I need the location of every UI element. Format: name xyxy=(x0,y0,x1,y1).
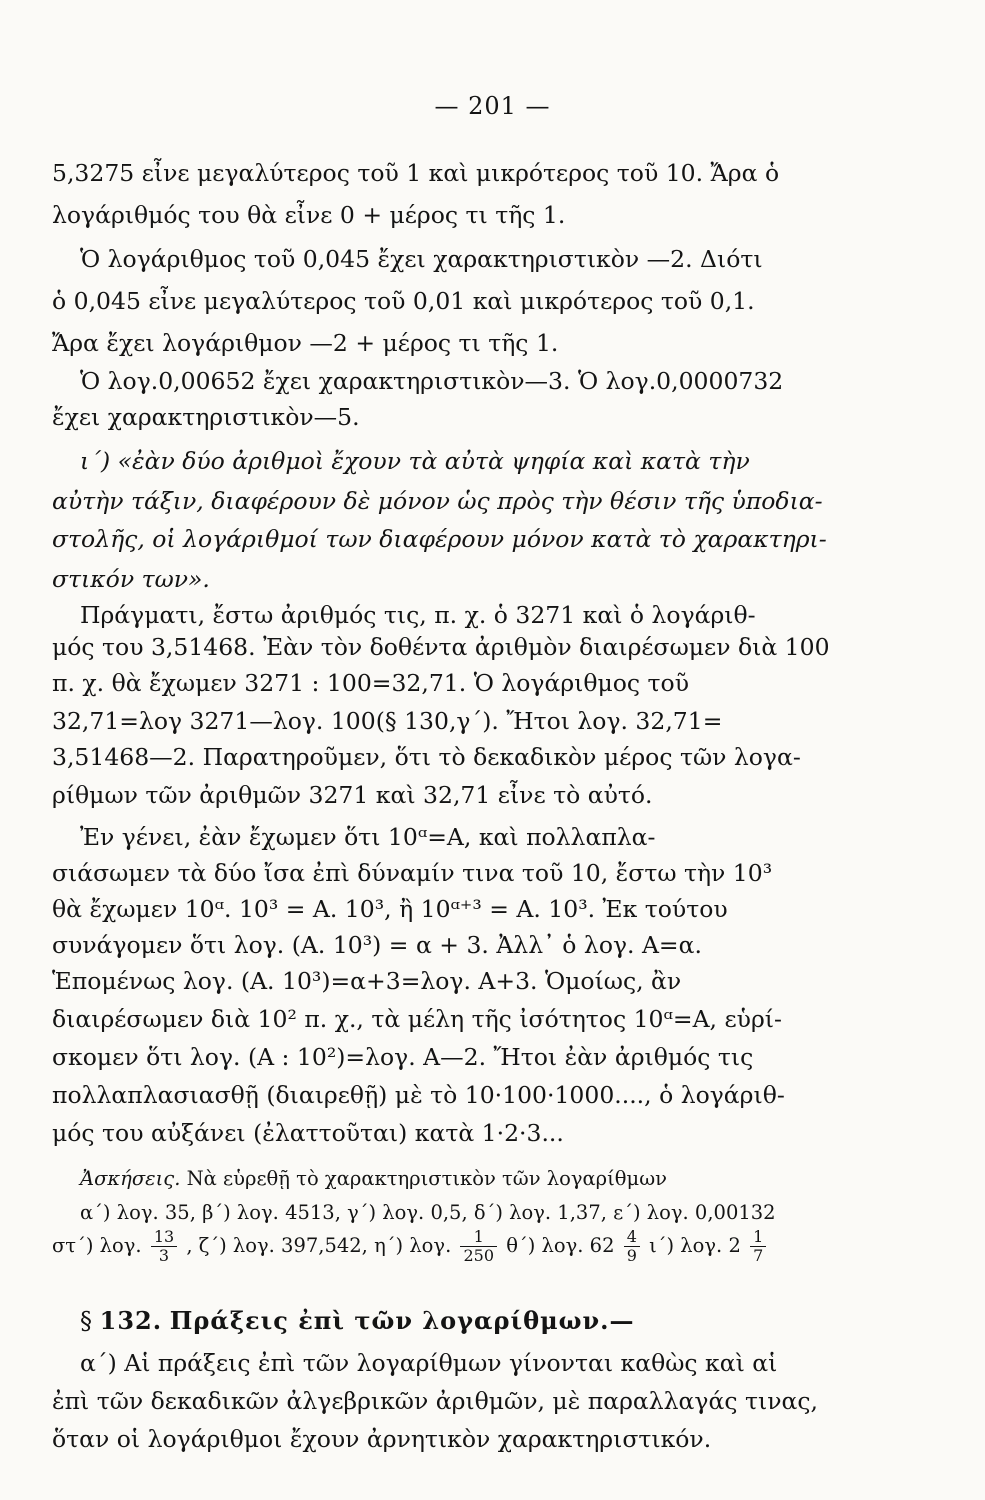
exercises-heading xyxy=(80,1162,960,1196)
text-line: Ἐν γένει, ἐὰν ἔχωμεν ὅτι 10ᵅ=A, καὶ πολλαπλα- xyxy=(80,823,656,851)
exercise-theta: θ΄) λογ. 62 xyxy=(506,1234,615,1257)
section-heading xyxy=(80,1304,960,1338)
section-text-line: α΄) Αἱ πράξεις ἐπὶ τῶν λογαρίθμων γίνονται καθὼς καὶ αἱ xyxy=(80,1349,778,1377)
text-line: 32,71=λογ 3271—λογ. 100(§ 130,γ΄). Ἤτοι λογ. 32,71= xyxy=(52,707,723,735)
exercises-label: Ἀσκήσεις. xyxy=(80,1167,181,1190)
text-line: συνάγομεν ὅτι λογ. (A. 10³) = α + 3. Ἀλλ᾽ ὁ λογ. A=α. xyxy=(52,931,702,959)
text-line: π. χ. θὰ ἔχωμεν 3271 : 100=32,71. Ὁ λογάριθμος τοῦ xyxy=(52,669,689,697)
text-line: πολλαπλασιασθῇ (διαιρεθῇ) μὲ τὸ 10·100·1000...., ὁ λογάριθ- xyxy=(52,1081,785,1109)
rule-statement-line: στικόν των». xyxy=(52,565,210,593)
text-line: μός του αὐξάνει (ἐλαττοῦται) κατὰ 1·2·3... xyxy=(52,1119,564,1147)
rule-statement-line: ι΄) «ἐὰν δύο ἀριθμοὶ ἔχουν τὰ αὐτὰ ψηφία καὶ κατὰ τὴν xyxy=(80,447,750,475)
text-line: διαιρέσωμεν διὰ 10² π. χ., τὰ μέλη τῆς ἰσότητος 10ᵅ=A, εὑρί- xyxy=(52,1005,782,1033)
text-line: Ἄρα ἔχει λογάριθμον —2 + μέρος τι τῆς 1. xyxy=(52,329,559,357)
text-line: ρίθμων τῶν ἀριθμῶν 3271 καὶ 32,71 εἶνε τὸ αὐτό. xyxy=(52,781,653,809)
section-symbol: § xyxy=(80,1307,92,1335)
section-text-line: ὅταν οἱ λογάριθμοι ἔχουν ἀρνητικὸν χαρακτηριστικόν. xyxy=(52,1425,712,1453)
page-number: — 201 — xyxy=(434,92,551,120)
text-line: Ὁ λογάριθμος τοῦ 0,045 ἔχει χαρακτηριστικὸν —2. Διότι xyxy=(80,245,763,273)
text-line: θὰ ἔχωμεν 10ᵅ. 10³ = A. 10³, ἢ 10ᵅ⁺³ = A. 10³. Ἐκ τούτου xyxy=(52,895,728,923)
fraction-1-7: $\frac{1}{7}$ xyxy=(750,1228,766,1265)
text-line: 3,51468—2. Παρατηροῦμεν, ὅτι τὸ δεκαδικὸν μέρος τῶν λογα- xyxy=(52,743,801,771)
rule-statement-line: αὐτὴν τάξιν, διαφέρουν δὲ μόνον ὡς πρὸς τὴν θέσιν τῆς ὑποδια- xyxy=(52,487,823,515)
text-line: Πράγματι, ἔστω ἀριθμός τις, π. χ. ὁ 3271 καὶ ὁ λογάριθ- xyxy=(80,601,756,629)
text-line: μός του 3,51468. Ἐὰν τὸν δοθέντα ἀριθμὸν διαιρέσωμεν διὰ 100 xyxy=(52,633,830,661)
exercise-zeta-eta: , ζ΄) λογ. 397,542, η΄) λογ. xyxy=(186,1234,452,1257)
section-text-line: ἐπὶ τῶν δεκαδικῶν ἀλγεβρικῶν ἀριθμῶν, μὲ παραλλαγάς τινας, xyxy=(52,1387,818,1415)
fraction-1-250: $\frac{1}{250}$ xyxy=(460,1228,497,1265)
exercises-instruction: Νὰ εὑρεθῇ τὸ χαρακτηριστικὸν τῶν λογαρίθμων xyxy=(186,1167,667,1190)
exercise-iota: ι΄) λογ. 2 xyxy=(649,1234,741,1257)
fraction-13-3: $\frac{13}{3}$ xyxy=(151,1228,177,1265)
text-line: 5,3275 εἶνε μεγαλύτερος τοῦ 1 καὶ μικρότερος τοῦ 10. Ἄρα ὁ xyxy=(52,159,780,187)
text-line: Ἑπομένως λογ. (A. 10³)=α+3=λογ. A+3. Ὁμοίως, ἂν xyxy=(52,967,682,995)
exercise-st-label: στ΄) λογ. xyxy=(52,1234,142,1257)
text-line: ὁ 0,045 εἶνε μεγαλύτερος τοῦ 0,01 καὶ μικρότερος τοῦ 0,1. xyxy=(52,287,755,315)
exercises-row-1: α΄) λογ. 35, β΄) λογ. 4513, γ΄) λογ. 0,5, δ΄) λογ. 1,37, ε΄) λογ. 0,00132 xyxy=(80,1201,776,1224)
fraction-4-9: $\frac{4}{9}$ xyxy=(624,1228,640,1265)
exercises-row-2 xyxy=(52,1228,769,1265)
section-number: 132. xyxy=(99,1306,163,1335)
text-line: Ὁ λογ.0,00652 ἔχει χαρακτηριστικὸν—3. Ὁ λογ.0,0000732 xyxy=(80,367,784,395)
text-line: λογάριθμός του θὰ εἶνε 0 + μέρος τι τῆς 1. xyxy=(52,201,566,229)
text-line: σιάσωμεν τὰ δύο ἴσα ἐπὶ δύναμίν τινα τοῦ 10, ἔστω τὴν 10³ xyxy=(52,859,773,887)
text-line: σκομεν ὅτι λογ. (A : 10²)=λογ. A—2. Ἤτοι ἐὰν ἀριθμός τις xyxy=(52,1043,754,1071)
rule-statement-line: στολῆς, οἱ λογάριθμοί των διαφέρουν μόνον κατὰ τὸ χαρακτηρι- xyxy=(52,525,827,553)
text-line: ἔχει χαρακτηριστικὸν—5. xyxy=(52,403,360,431)
section-title: Πράξεις ἐπὶ τῶν λογαρίθμων.— xyxy=(169,1306,635,1335)
